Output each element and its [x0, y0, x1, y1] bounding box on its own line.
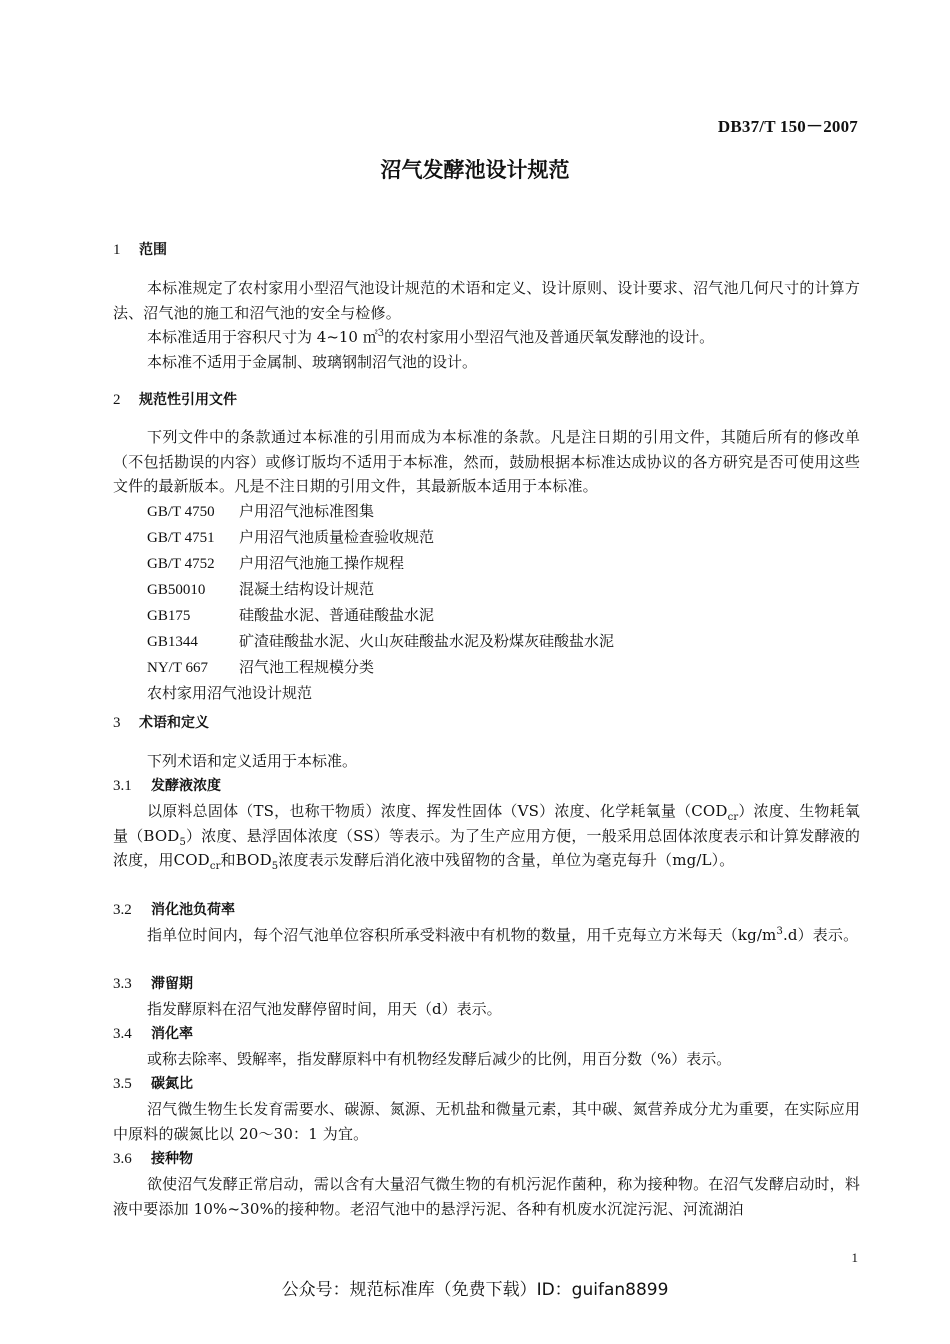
subscript: 5: [271, 861, 279, 872]
term-number: 3.1: [113, 778, 132, 794]
reference-name: 硅酸盐水泥、普通硅酸盐水泥: [239, 605, 435, 624]
subscript: 5: [179, 836, 186, 848]
reference-name: 户用沼气池质量检查验收规范: [239, 527, 435, 546]
term-3-5: [113, 1074, 860, 1146]
reference-code: GB50010: [147, 581, 206, 598]
paragraph: 本标准规定了农村家用小型沼气池设计规范的术语和定义、设计原则、设计要求、沼气池几何尺寸的计算方法、沼气池的施工和沼气池的安全与检修。: [113, 279, 860, 322]
reference-list: [113, 499, 860, 706]
text-run: 和BOD: [220, 851, 272, 869]
term-heading: [113, 974, 860, 994]
reference-item: [113, 655, 860, 681]
term-heading: [113, 1149, 860, 1169]
term-number: 3.3: [113, 976, 132, 992]
term-definition: 欲使沼气发酵正常启动，需以含有大量沼气微生物的有机污泥作菌种，称为接种物。在沼气发酵启动时，料液中要添加 10%~30%的接种物。老沼气池中的悬浮污泥、各种有机废水沉淀污泥、河流湖泊: [113, 1175, 860, 1218]
footer-watermark: 公众号：规范标准库（免费下载）ID：guifan8899: [281, 1280, 669, 1300]
text-run: .d）表示。: [782, 926, 859, 944]
text-run: 指单位时间内，每个沼气池单位容积所承受料液中有机物的数量，用千克每立方米每天（kg/m: [147, 926, 777, 944]
text-run: ）浓度、生物耗氧量（BOD: [113, 802, 860, 845]
paragraph: 下列文件中的条款通过本标准的引用而成为本标准的条款。凡是注日期的引用文件，其随后所有的修改单（不包括勘误的内容）或修订版均不适用于本标准，然而，鼓励根据本标准达成协议的各方研究是否可使用这些文件的最新版本。凡是不注日期的引用文件，其最新版本适用于本标准。: [113, 428, 860, 495]
term-heading: [113, 1024, 860, 1044]
reference-code: GB/T 4750: [147, 503, 215, 520]
term-3-3: [113, 974, 860, 1022]
term-title: 消化池负荷率: [151, 902, 235, 918]
term-number: 3.6: [113, 1151, 132, 1167]
term-title: 消化率: [151, 1026, 193, 1042]
term-number: 3.2: [113, 902, 132, 918]
reference-item: 农村家用沼气池设计规范: [147, 683, 313, 702]
section-2: [113, 390, 860, 410]
section-number: 2: [113, 392, 121, 408]
text-run: 浓度表示发酵后消化液中残留物的含量，单位为毫克每升（mg/L）。: [278, 851, 735, 869]
reference-code: GB/T 4751: [147, 529, 215, 546]
term-heading: [113, 776, 860, 796]
term-title: 发酵液浓度: [151, 778, 221, 794]
reference-name: 混凝土结构设计规范: [239, 579, 375, 598]
section-2-body: [113, 425, 860, 706]
standard-code: DB37/T 150－2007: [717, 117, 858, 136]
reference-code: GB1344: [147, 633, 198, 650]
reference-item: [113, 629, 860, 655]
superscript: 3: [776, 926, 783, 937]
term-number: 3.5: [113, 1076, 132, 1092]
section-number: 3: [113, 715, 121, 731]
section-number: 1: [113, 242, 121, 258]
page-number: 1: [851, 1250, 858, 1265]
section-1-body: [113, 276, 860, 374]
section-3-intro: [113, 749, 860, 774]
reference-item: [113, 603, 860, 629]
superscript: 3: [377, 328, 385, 339]
term-title: 滞留期: [151, 976, 193, 992]
reference-code: GB/T 4752: [147, 555, 215, 572]
section-title: 范围: [139, 242, 167, 258]
term-3-2: [113, 900, 860, 948]
section-title: 规范性引用文件: [139, 392, 237, 408]
document-title: 沼气发酵池设计规范: [380, 158, 570, 182]
text-run: 本标准适用于容积尺寸为 4~10 ㎡: [147, 328, 378, 346]
reference-item: [113, 551, 860, 577]
term-definition: [113, 799, 860, 873]
reference-name: 户用沼气池标准图集: [239, 501, 375, 520]
term-definition: 指发酵原料在沼气池发酵停留时间，用天（d）表示。: [147, 1000, 502, 1018]
reference-name: 沼气池工程规模分类: [239, 657, 375, 676]
term-definition: 或称去除率、毁解率，指发酵原料中有机物经发酵后减少的比例，用百分数（%）表示。: [147, 1050, 732, 1068]
paragraph: 本标准不适用于金属制、玻璃钢制沼气池的设计。: [147, 352, 478, 371]
term-title: 碳氮比: [151, 1076, 193, 1092]
term-3-1: [113, 776, 860, 873]
reference-code: NY/T 667: [147, 659, 208, 676]
reference-item: [113, 499, 860, 525]
subscript: cr: [209, 861, 221, 872]
term-heading: [113, 900, 860, 920]
section-heading: [113, 390, 860, 410]
term-3-6: [113, 1149, 860, 1221]
reference-name: 矿渣硅酸盐水泥、火山灰硅酸盐水泥及粉煤灰硅酸盐水泥: [239, 631, 615, 650]
paragraph: 下列术语和定义适用于本标准。: [147, 752, 358, 770]
reference-item: [113, 577, 860, 603]
text-run: 的农村家用小型沼气池及普通厌氧发酵池的设计。: [384, 328, 715, 346]
section-3: [113, 713, 860, 733]
term-title: 接种物: [151, 1151, 193, 1167]
reference-code: GB175: [147, 607, 191, 624]
term-definition: 沼气微生物生长发育需要水、碳源、氮源、无机盐和微量元素，其中碳、氮营养成分尤为重要，在实际应用中原料的碳氮比以 20～30：1 为宜。: [113, 1100, 860, 1143]
paragraph: [113, 325, 860, 350]
term-number: 3.4: [113, 1026, 132, 1042]
text-run: 以原料总固体（TS，也称干物质）浓度、挥发性固体（VS）浓度、化学耗氧量（COD: [147, 802, 728, 820]
section-title: 术语和定义: [139, 715, 209, 731]
section-heading: [113, 240, 860, 260]
reference-item: [113, 525, 860, 551]
subscript: cr: [727, 812, 739, 823]
text-run: ）浓度、悬浮固体浓度（SS）等表示。为了生产应用方便，一般采用总固体浓度表示和计算发酵液的浓度，用COD: [113, 826, 860, 869]
term-3-4: [113, 1024, 860, 1072]
section-heading: [113, 713, 860, 733]
reference-name: 户用沼气池施工操作规程: [239, 553, 405, 572]
section-1: [113, 240, 860, 260]
term-definition: [113, 923, 860, 948]
term-heading: [113, 1074, 860, 1094]
